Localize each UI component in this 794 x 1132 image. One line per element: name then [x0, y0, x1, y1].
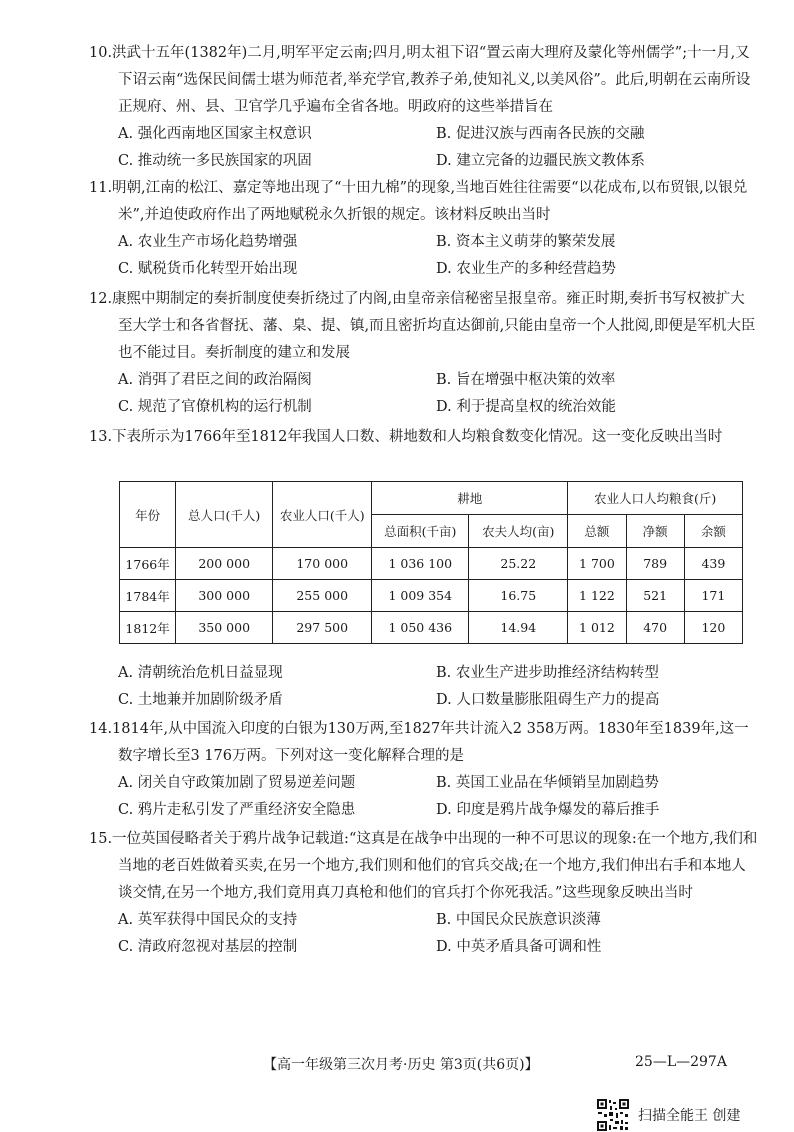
table-row [120, 580, 743, 612]
options-row [118, 934, 758, 961]
table-cell: 1 700 [568, 548, 626, 580]
option-c[interactable]: C. 土地兼并加剧阶级矛盾 [118, 692, 283, 708]
option-a[interactable]: A. 闭关自守政策加剧了贸易逆差问题 [118, 775, 356, 791]
question-12 [89, 286, 758, 421]
option-d[interactable]: D. 人口数量膨胀阻碍生产力的提高 [436, 692, 660, 708]
options-row [118, 770, 758, 797]
table-cell: 350 000 [176, 612, 273, 644]
options-row [118, 121, 758, 148]
col-header-grain: 农业人口人均粮食(斤) [568, 482, 743, 515]
table-cell: 470 [626, 612, 684, 644]
question-10 [89, 40, 758, 175]
table-cell: 1 122 [568, 580, 626, 612]
option-a[interactable]: A. 强化西南地区国家主权意识 [118, 126, 312, 142]
col-header-land-total: 总面积(千亩) [372, 515, 469, 548]
question-stem: 14.1814年,从中国流入印度的白银为130万两,至1827年共计流入2 358万两。1830年至1839年,这一数字增长至3 176万两。下列对这一变化解释合理的是 [89, 721, 749, 764]
col-header-agri-pop: 农业人口(千人) [273, 482, 372, 548]
table-cell: 255 000 [273, 580, 372, 612]
table-row [120, 612, 743, 644]
scanner-label: 扫描全能王 创建 [638, 1108, 741, 1124]
question-stem: 11.明朝,江南的松江、嘉定等地出现了“十田九棉”的现象,当地百姓往往需要“以花成布,以布贸银,以银兑米”,并迫使政府作出了两地赋税永久折银的规定。该材料反映出当时 [89, 180, 748, 223]
option-b[interactable]: B. 资本主义萌芽的繁荣发展 [436, 234, 616, 250]
table-cell: 1 009 354 [372, 580, 469, 612]
option-c[interactable]: C. 赋税货币化转型开始出现 [118, 261, 298, 277]
col-header-land: 耕地 [372, 482, 568, 515]
question-stem: 10.洪武十五年(1382年)二月,明军平定云南;四月,明太祖下诏“置云南大理府及蒙化等州儒学”;十一月,又下诏云南“选保民间儒士堪为师范者,举充学官,教养子弟,使知礼义,以美风俗”。此后,明朝在云南所设正规府、州、县、卫官学几乎遍布全省各地。明政府的这些举措旨在 [89, 45, 751, 115]
options-row [118, 148, 758, 175]
options-row [118, 907, 758, 934]
options-row [118, 797, 758, 824]
option-b[interactable]: B. 中国民众民族意识淡薄 [436, 912, 601, 928]
table-cell: 789 [626, 548, 684, 580]
option-d[interactable]: D. 印度是鸦片战争爆发的幕后推手 [436, 802, 660, 818]
options-row [118, 660, 758, 687]
table-cell: 1766年 [120, 548, 176, 580]
option-d[interactable]: D. 建立完备的边疆民族文教体系 [436, 153, 645, 169]
options-row [118, 229, 758, 256]
question-13 [89, 424, 758, 451]
options-row [118, 367, 758, 394]
option-d[interactable]: D. 中英矛盾具备可调和性 [436, 939, 602, 955]
table-cell: 200 000 [176, 548, 273, 580]
option-c[interactable]: C. 鸦片走私引发了严重经济安全隐患 [118, 802, 356, 818]
table-cell: 521 [626, 580, 684, 612]
col-header-grain-surplus: 余额 [684, 515, 742, 548]
option-b[interactable]: B. 农业生产进步助推经济结构转型 [436, 665, 659, 681]
question-14 [89, 716, 758, 824]
exam-code: 25—L—297A [635, 1054, 727, 1070]
option-c[interactable]: C. 规范了官僚机构的运行机制 [118, 399, 312, 415]
table-cell: 14.94 [469, 612, 568, 644]
qr-code-icon [596, 1098, 630, 1132]
option-c[interactable]: C. 推动统一多民族国家的巩固 [118, 153, 312, 169]
option-c[interactable]: C. 清政府忽视对基层的控制 [118, 939, 298, 955]
options-row [118, 256, 758, 283]
table-cell: 120 [684, 612, 742, 644]
question-stem: 15.一位英国侵略者关于鸦片战争记载道:“这真是在战争中出现的一种不可思议的现象:在一个地方,我们和当地的老百姓做着买卖,在另一个地方,我们则和他们的官兵交战;在一个地方,我们伸出右手和本地人谈交情,在另一个地方,我们竟用真刀真枪和他们的官兵打个你死我活。”这些现象反映出当时 [89, 831, 758, 901]
col-header-total-pop: 总人口(千人) [176, 482, 273, 548]
table-cell: 25.22 [469, 548, 568, 580]
col-header-grain-net: 净额 [626, 515, 684, 548]
table-cell: 1 050 436 [372, 612, 469, 644]
option-d[interactable]: D. 农业生产的多种经营趋势 [436, 261, 616, 277]
question-stem: 13.下表所示为1766年至1812年我国人口数、耕地数和人均粮食数变化情况。这一变化反映出当时 [89, 429, 723, 445]
table-cell: 171 [684, 580, 742, 612]
scanner-watermark [596, 1098, 740, 1132]
population-table [119, 481, 743, 644]
table-cell: 1 012 [568, 612, 626, 644]
table-cell: 1 036 100 [372, 548, 469, 580]
table-cell: 170 000 [273, 548, 372, 580]
option-a[interactable]: A. 英军获得中国民众的支持 [118, 912, 298, 928]
table-cell: 297 500 [273, 612, 372, 644]
question-11 [89, 175, 758, 283]
col-header-land-per: 农夫人均(亩) [469, 515, 568, 548]
table-cell: 300 000 [176, 580, 273, 612]
page-footer: 【高一年级第三次月考·历史 第3页(共6页)】 [263, 1057, 539, 1073]
option-a[interactable]: A. 消弭了君臣之间的政治隔阂 [118, 372, 312, 388]
options-row [118, 394, 758, 421]
question-stem: 12.康熙中期制定的奏折制度使奏折绕过了内阁,由皇帝亲信秘密呈报皇帝。雍正时期,奏折书写权被扩大至大学士和各省督抚、藩、臬、提、镇,而且密折均直达御前,只能由皇帝一个人批阅,即便是军机大臣也不能过目。奏折制度的建立和发展 [89, 291, 756, 361]
options-row [118, 687, 758, 714]
table-cell: 16.75 [469, 580, 568, 612]
option-a[interactable]: A. 清朝统治危机日益显现 [118, 665, 283, 681]
table-cell: 1784年 [120, 580, 176, 612]
option-b[interactable]: B. 英国工业品在华倾销呈加剧趋势 [436, 775, 659, 791]
option-a[interactable]: A. 农业生产市场化趋势增强 [118, 234, 298, 250]
option-d[interactable]: D. 利于提高皇权的统治效能 [436, 399, 616, 415]
col-header-grain-total: 总额 [568, 515, 626, 548]
col-header-year: 年份 [120, 482, 176, 548]
table-row [120, 548, 743, 580]
option-b[interactable]: B. 旨在增强中枢决策的效率 [436, 372, 616, 388]
question-15 [89, 826, 758, 961]
question-13-options [118, 660, 758, 714]
table-cell: 439 [684, 548, 742, 580]
table-cell: 1812年 [120, 612, 176, 644]
option-b[interactable]: B. 促进汉族与西南各民族的交融 [436, 126, 645, 142]
